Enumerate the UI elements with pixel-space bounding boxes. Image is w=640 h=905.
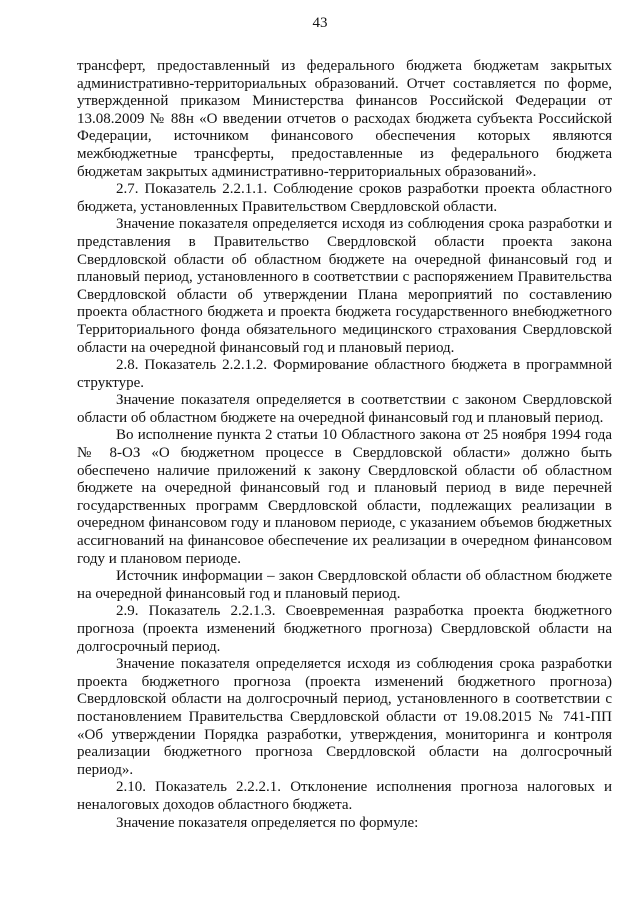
paragraph-indicator-2-7: 2.7. Показатель 2.2.1.1. Соблюдение сроков разработки проекта областного бюджета, установленных Правительством Свердловской области. [77, 181, 612, 215]
paragraph-indicator-2-10: 2.10. Показатель 2.2.2.1. Отклонение исполнения прогноза налоговых и неналоговых доходов областного бюджета. [77, 779, 612, 813]
page-number: 43 [312, 15, 328, 31]
document-body [77, 58, 612, 832]
paragraph-indicator-2-7-value: Значение показателя определяется исходя из соблюдения срока разработки и представления в Правительство Свердловской области проекта закона Свердловской области об областном бюджете на очередной финансовый год и плановый период, установленного в соответствии с распоряжением Правительства Свердловской области об утверждении Плана мероприятий по составлению проекта областного бюджета и проекта бюджета государственного внебюджетного Территориального фонда обязательного медицинского страхования Свердловской области на очередной финансовый год и плановый период. [77, 216, 612, 356]
paragraph-formula-intro: Значение показателя определяется по формуле: [116, 814, 419, 831]
paragraph-budget-law-requirement: Во исполнение пункта 2 статьи 10 Областного закона от 25 ноября 1994 года № 8-ОЗ «О бюджетном процессе в Свердловской области» должно быть обеспечено наличие приложений к закону Свердловской области об областном бюджете на очередной финансовый год и плановый период в виде перечней государственных программ Свердловской области, подлежащих реализации в очередном финансовом году и плановом периоде, с указанием объемов бюджетных ассигнований на финансовое обеспечение их реализации в очередном финансовом году и плановом периоде. [77, 427, 612, 567]
paragraph-indicator-2-9: 2.9. Показатель 2.2.1.3. Своевременная разработка проекта бюджетного прогноза (проекта изменений бюджетного прогноза) Свердловской области на долгосрочный период. [77, 603, 612, 655]
paragraph-information-source: Источник информации – закон Свердловской области об областном бюджете на очередной финансовый год и плановый период. [77, 568, 612, 602]
paragraph-indicator-2-8: 2.8. Показатель 2.2.1.2. Формирование областного бюджета в программной структуре. [77, 357, 612, 391]
paragraph-indicator-2-8-value: Значение показателя определяется в соответствии с законом Свердловской области об областном бюджете на очередной финансовый год и плановый период. [77, 392, 612, 426]
paragraph-indicator-2-9-value: Значение показателя определяется исходя из соблюдения срока разработки проекта бюджетного прогноза (проекта изменений бюджетного прогноза) Свердловской области на долгосрочный период, установленного в соответствии с постановлением Правительства Свердловской области от 19.08.2015 № 741-ПП «Об утверждении Порядка разработки, утверждения, мониторинга и контроля реализации бюджетного прогноза Свердловской области на долгосрочный период». [77, 656, 612, 778]
paragraph-transfer-report: трансферт, предоставленный из федерального бюджета бюджетам закрытых административно-территориальных образований. Отчет составляется по форме, утвержденной приказом Министерства финансов Российской Федерации от 13.08.2009 № 88н «О введении отчетов о расходах бюджета субъекта Российской Федерации, источником финансового обеспечения которых являются межбюджетные трансферты, предоставленные из федерального бюджета бюджетам закрытых административно-территориальных образований». [77, 58, 612, 180]
